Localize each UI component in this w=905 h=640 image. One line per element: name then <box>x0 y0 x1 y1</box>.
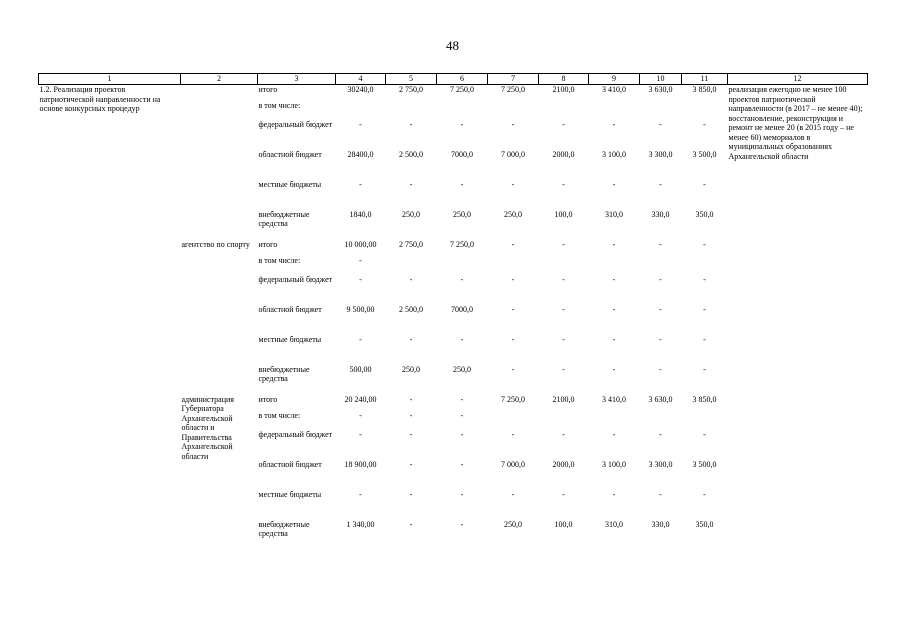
value-cell <box>437 256 488 275</box>
value-cell: 3 630,0 <box>648 394 673 404</box>
value-cell: - <box>612 334 616 344</box>
value-cell: 3 100,0 <box>602 459 626 469</box>
value-cell: 2100,0 <box>552 85 575 94</box>
column-header: 1 <box>39 74 181 85</box>
value-cell: 7 250,0 <box>501 394 525 404</box>
value-cell: - <box>460 429 464 439</box>
value-cell: 330,0 <box>651 519 670 529</box>
value-cell: - <box>409 119 413 129</box>
value-cell: - <box>460 519 464 529</box>
value-cell: - <box>460 459 464 469</box>
value-cell: - <box>359 429 362 439</box>
value-cell: - <box>562 274 565 284</box>
value-cell: - <box>409 489 413 499</box>
value-cell: 250,0 <box>504 519 522 529</box>
value-cell: 3 410,0 <box>602 85 626 94</box>
value-cell: 250,0 <box>402 209 420 219</box>
value-cell: - <box>703 239 706 249</box>
value-cell: - <box>460 489 464 499</box>
executor-cell: администрация Губернатора Архангельской области и Правительства Архангельской области <box>181 394 234 461</box>
value-cell <box>539 256 589 275</box>
value-cell: 250,0 <box>453 364 471 374</box>
value-cell <box>640 101 682 120</box>
funding-source: итого <box>258 394 278 404</box>
column-header: 8 <box>539 74 589 85</box>
funding-source: местные бюджеты <box>258 334 322 344</box>
value-cell <box>682 101 728 120</box>
value-cell: - <box>359 179 362 189</box>
column-header: 2 <box>181 74 258 85</box>
value-cell: - <box>659 179 662 189</box>
value-cell: 3 300,0 <box>648 459 673 469</box>
value-cell: - <box>659 239 662 249</box>
value-cell <box>336 101 386 120</box>
column-header: 12 <box>728 74 868 85</box>
value-cell: - <box>359 489 362 499</box>
funding-source: местные бюджеты <box>258 179 322 189</box>
funding-source: федеральный бюджет <box>258 274 333 284</box>
value-cell <box>488 101 539 120</box>
value-cell: - <box>460 274 464 284</box>
value-cell: - <box>511 119 515 129</box>
value-cell: - <box>409 334 413 344</box>
value-cell: 2100,0 <box>552 394 575 404</box>
value-cell: - <box>409 274 413 284</box>
value-cell: - <box>409 410 413 420</box>
measure-name: 1.2. Реализация проектов патриотической направленности на основе конкурсных процедур <box>39 85 161 113</box>
value-cell <box>640 256 682 275</box>
value-cell: 3 850,0 <box>692 394 717 404</box>
value-cell: 2 750,0 <box>399 85 423 94</box>
value-cell: 3 850,0 <box>692 85 717 94</box>
value-cell: - <box>511 179 515 189</box>
value-cell <box>589 411 640 430</box>
value-cell <box>488 256 539 275</box>
value-cell: - <box>511 364 515 374</box>
value-cell: 7 000,0 <box>501 149 525 159</box>
program-table <box>38 73 868 550</box>
value-cell: 350,0 <box>695 519 714 529</box>
funding-source: в том числе: <box>258 255 301 265</box>
value-cell: 2 500,0 <box>399 304 423 314</box>
column-header: 5 <box>386 74 437 85</box>
value-cell: - <box>659 489 662 499</box>
value-cell: 28400,0 <box>347 149 374 159</box>
value-cell: - <box>612 239 616 249</box>
value-cell: - <box>659 304 662 314</box>
value-cell: - <box>460 179 464 189</box>
value-cell: - <box>562 179 565 189</box>
value-cell: - <box>612 429 616 439</box>
funding-source: внебюджетные средства <box>258 209 310 228</box>
value-cell: - <box>612 304 616 314</box>
value-cell: - <box>409 459 413 469</box>
value-cell <box>682 411 728 430</box>
funding-source: внебюджетные средства <box>258 519 310 538</box>
value-cell: - <box>703 364 706 374</box>
value-cell: - <box>562 239 565 249</box>
funding-source: федеральный бюджет <box>258 119 333 129</box>
funding-source: федеральный бюджет <box>258 429 333 439</box>
value-cell: - <box>703 334 706 344</box>
value-cell <box>539 411 589 430</box>
value-cell: - <box>659 274 662 284</box>
value-cell: - <box>562 334 565 344</box>
table-row <box>39 85 868 101</box>
value-cell: 330,0 <box>651 209 670 219</box>
header-row <box>39 74 868 85</box>
value-cell: 500,00 <box>349 364 372 374</box>
value-cell: - <box>359 255 362 265</box>
value-cell: - <box>562 304 565 314</box>
executor-cell <box>181 85 258 240</box>
value-cell <box>488 411 539 430</box>
value-cell: - <box>612 364 616 374</box>
value-cell: 7 250,0 <box>501 85 525 94</box>
column-header: 7 <box>488 74 539 85</box>
value-cell: - <box>562 364 565 374</box>
funding-source: областной бюджет <box>258 304 322 314</box>
value-cell: 7000,0 <box>451 304 473 314</box>
column-header: 4 <box>336 74 386 85</box>
value-cell: - <box>703 489 706 499</box>
expected-result: реализация ежегодно не менее 100 проектов патриотической направленности (в 2017 – не менее 40); восстановление, реконструкция и ремонт не менее 20 (в 2015 году – не менее 60) мемориалов в муниципальных образованиях Архангельской области <box>728 85 863 161</box>
value-cell: 310,0 <box>605 209 623 219</box>
value-cell: 7 250,0 <box>450 239 474 249</box>
value-cell <box>589 256 640 275</box>
value-cell: - <box>460 334 464 344</box>
value-cell: 1 340,00 <box>346 519 375 529</box>
value-cell <box>437 101 488 120</box>
value-cell: - <box>409 394 413 404</box>
value-cell: - <box>659 364 662 374</box>
value-cell: - <box>703 119 706 129</box>
page-number: 48 <box>446 38 459 53</box>
value-cell: - <box>460 394 464 404</box>
value-cell: 9 500,00 <box>346 304 375 314</box>
column-header: 11 <box>682 74 728 85</box>
column-header: 3 <box>258 74 336 85</box>
value-cell: 250,0 <box>504 209 522 219</box>
value-cell: - <box>511 274 515 284</box>
value-cell: 7000,0 <box>451 149 473 159</box>
value-cell <box>539 101 589 120</box>
value-cell: - <box>703 429 706 439</box>
value-cell: - <box>562 429 565 439</box>
value-cell: 10 000,00 <box>344 239 377 249</box>
funding-source: областной бюджет <box>258 459 322 469</box>
value-cell: 7 000,0 <box>501 459 525 469</box>
value-cell: - <box>703 179 706 189</box>
value-cell: 310,0 <box>605 519 623 529</box>
value-cell: - <box>703 304 706 314</box>
value-cell: - <box>409 519 413 529</box>
value-cell: - <box>612 274 616 284</box>
column-header: 10 <box>640 74 682 85</box>
column-header: 6 <box>437 74 488 85</box>
value-cell: - <box>511 239 515 249</box>
value-cell <box>386 101 437 120</box>
value-cell: 100,0 <box>554 519 573 529</box>
value-cell: 2 750,0 <box>399 239 423 249</box>
value-cell <box>589 101 640 120</box>
value-cell: 3 100,0 <box>602 149 626 159</box>
value-cell: - <box>511 304 515 314</box>
value-cell: - <box>562 489 565 499</box>
value-cell <box>640 411 682 430</box>
value-cell: - <box>612 179 616 189</box>
value-cell: - <box>511 489 515 499</box>
value-cell: - <box>359 334 362 344</box>
table-body <box>39 74 868 550</box>
funding-source: итого <box>258 85 278 94</box>
value-cell: 250,0 <box>402 364 420 374</box>
value-cell: 3 410,0 <box>602 394 626 404</box>
value-cell: - <box>460 410 464 420</box>
value-cell: 3 300,0 <box>648 149 673 159</box>
value-cell: 2 500,0 <box>399 149 423 159</box>
value-cell: - <box>659 429 662 439</box>
value-cell: - <box>612 489 616 499</box>
value-cell: 3 500,0 <box>692 149 717 159</box>
funding-source: внебюджетные средства <box>258 364 310 383</box>
value-cell: 2000,0 <box>552 459 575 469</box>
value-cell: 20 240,00 <box>344 394 377 404</box>
funding-source: местные бюджеты <box>258 489 322 499</box>
value-cell: 2000,0 <box>552 149 575 159</box>
value-cell: - <box>703 274 706 284</box>
value-cell: - <box>612 119 616 129</box>
value-cell: - <box>359 410 362 420</box>
value-cell: - <box>659 119 662 129</box>
value-cell: 7 250,0 <box>450 85 474 94</box>
value-cell: 3 500,0 <box>692 459 717 469</box>
executor-cell: агентство по спорту <box>181 239 250 249</box>
value-cell: 3 630,0 <box>648 85 673 94</box>
value-cell: - <box>409 429 413 439</box>
value-cell: 30240,0 <box>347 85 374 94</box>
value-cell: - <box>359 274 362 284</box>
value-cell: 100,0 <box>554 209 573 219</box>
column-header: 9 <box>589 74 640 85</box>
value-cell: - <box>659 334 662 344</box>
value-cell: 250,0 <box>453 209 471 219</box>
value-cell: - <box>409 179 413 189</box>
value-cell <box>682 256 728 275</box>
value-cell: - <box>359 119 362 129</box>
funding-source: в том числе: <box>258 100 301 110</box>
funding-source: областной бюджет <box>258 149 322 159</box>
value-cell: - <box>511 429 515 439</box>
funding-source: в том числе: <box>258 410 301 420</box>
value-cell: 1840,0 <box>349 209 372 219</box>
value-cell: 350,0 <box>695 209 714 219</box>
value-cell: - <box>511 334 515 344</box>
value-cell: - <box>562 119 565 129</box>
value-cell <box>386 256 437 275</box>
value-cell: - <box>460 119 464 129</box>
funding-source: итого <box>258 239 278 249</box>
value-cell: 18 900,00 <box>344 459 377 469</box>
